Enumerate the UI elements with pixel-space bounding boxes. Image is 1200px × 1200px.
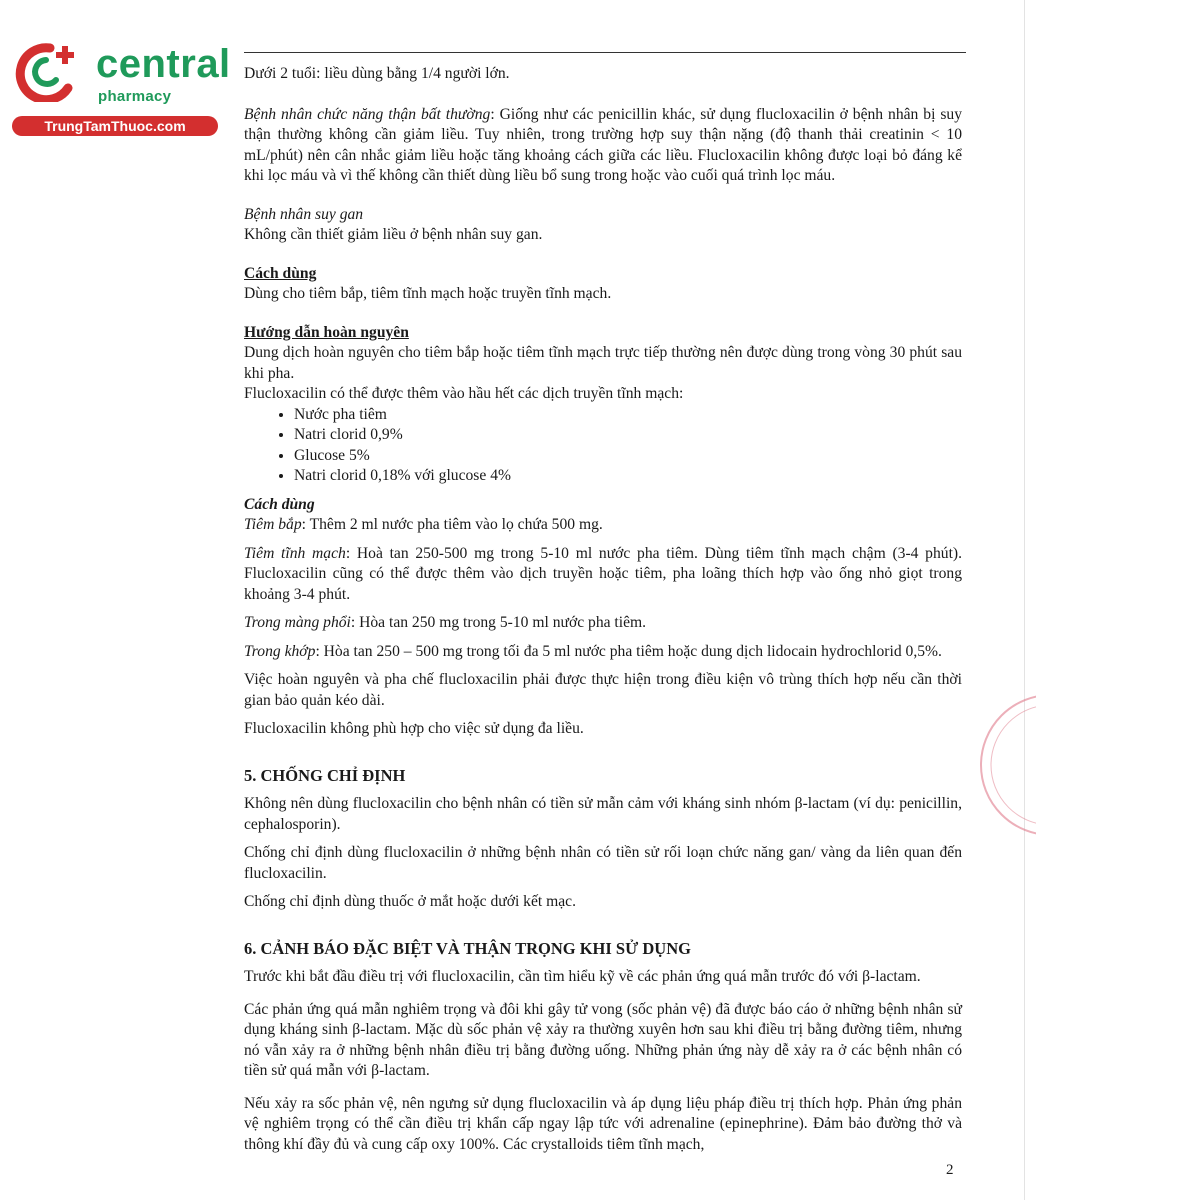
page-number: 2 bbox=[946, 1162, 954, 1178]
red-seal-stamp-icon bbox=[976, 690, 1036, 840]
renal-text: : Giống như các penicillin khác, sử dụng flucloxacilin ở bệnh nhân bị suy thận thường không cần giảm liều. Tuy nhiên, trong trường hợp suy thận nặng (độ thanh thải creatinin < 10 mL/phút) nên cân nhắc giảm liều hoặc tăng khoảng cách giữa các liều. Flucloxacilin không được loại bỏ đáng kể khi lọc máu và vì thế không cần thiết dùng liều bổ sung trong hoặc vào cuối quá trình lọc máu. bbox=[244, 105, 962, 184]
renal-label: Bệnh nhân chức năng thận bất thường bbox=[244, 105, 491, 123]
document-body bbox=[244, 64, 962, 1155]
pharmacy-cross-logo-icon bbox=[10, 40, 84, 102]
pleural-paragraph: Trong màng phổi: Hòa tan 250 mg trong 5-10 ml nước pha tiêm. bbox=[244, 614, 647, 631]
method-heading: Cách dùng bbox=[244, 495, 315, 513]
renal-paragraph bbox=[244, 105, 962, 187]
list-item: • Natri clorid 0,9% bbox=[294, 425, 962, 446]
iv-paragraph: Tiêm tĩnh mạch: Hoà tan 250-500 mg trong 5-10 ml nước pha tiêm. Dùng tiêm tĩnh mạch chậm (3-4 phút). Flucloxacilin cũng có thể được thêm vào dịch truyền hoặc tiêm, pha loãng thích hợp vào ống nhỏ giọt trong khoảng 3-4 phút. bbox=[244, 544, 962, 603]
hepatic-label: Bệnh nhân suy gan bbox=[244, 205, 364, 223]
section-5-p2: Chống chỉ định dùng flucloxacilin ở những bệnh nhân có tiền sử rối loạn chức năng gan/ vàng da liên quan đến flucloxacilin. bbox=[244, 844, 962, 882]
page-edge bbox=[1024, 0, 1025, 1200]
section-5-p1: Không nên dùng flucloxacilin cho bệnh nhân có tiền sử mẫn cảm với kháng sinh nhóm β-lactam (ví dụ: penicillin, cephalosporin). bbox=[244, 795, 962, 833]
usage-heading: Cách dùng bbox=[244, 264, 317, 282]
list-item: • Glucose 5% bbox=[294, 446, 962, 467]
list-item: • Natri clorid 0,18% với glucose 4% bbox=[294, 466, 962, 487]
hepatic-text: Không cần thiết giảm liều ở bệnh nhân suy gan. bbox=[244, 226, 543, 243]
im-paragraph: Tiêm bắp: Thêm 2 ml nước pha tiêm vào lọ chứa 500 mg. bbox=[244, 516, 603, 533]
logo-site-banner: TrungTamThuoc.com bbox=[12, 116, 218, 136]
aseptic-paragraph: Việc hoàn nguyên và pha chế flucloxacilin phải được thực hiện trong điều kiện vô trùng thích hợp nếu cần thời gian bảo quản kéo dài. bbox=[244, 671, 962, 709]
section-6-p1: Trước khi bắt đầu điều trị với flucloxacilin, cần tìm hiểu kỹ về các phản ứng quá mẫn trước đó với β-lactam. bbox=[244, 968, 921, 985]
reconstitution-heading: Hướng dẫn hoàn nguyên bbox=[244, 323, 409, 341]
section-6-p3: Nếu xảy ra sốc phản vệ, nên ngưng sử dụng flucloxacilin và áp dụng liệu pháp điều trị thích hợp. Phản ứng phản vệ nghiêm trọng có thể cần điều trị khẩn cấp ngay lập tức với adrenaline (epinephrine). Đảm bảo đường thở và thông khí đầy đủ và cung cấp oxy 100%. Các crystalloids tiêm tĩnh mạch, bbox=[244, 1094, 962, 1153]
infusion-fluid-list bbox=[244, 405, 962, 487]
section-6-heading: 6. CẢNH BÁO ĐẶC BIỆT VÀ THẬN TRỌNG KHI SỬ DỤNG bbox=[244, 938, 691, 958]
section-5-p3: Chống chỉ định dùng thuốc ở mắt hoặc dưới kết mạc. bbox=[244, 893, 576, 910]
section-5-heading: 5. CHỐNG CHỈ ĐỊNH bbox=[244, 765, 406, 785]
dose-under-2: Dưới 2 tuổi: liều dùng bằng 1/4 người lớn. bbox=[244, 65, 510, 82]
section-6-p2: Các phản ứng quá mẫn nghiêm trọng và đôi khi gây tử vong (sốc phản vệ) đã được báo cáo ở những bệnh nhân sử dụng kháng sinh β-lactam. Mặc dù sốc phản vệ xảy ra thường xuyên hơn sau khi điều trị bằng đường tiêm, nhưng nó vẫn xảy ra ở những bệnh nhân điều trị bằng đường uống. Những phản ứng này dễ xảy ra ở các bệnh nhân có tiền sử quá mẫn với β-lactam. bbox=[244, 1000, 962, 1079]
header-rule bbox=[244, 52, 966, 53]
multidose-paragraph: Flucloxacilin không phù hợp cho việc sử dụng đa liều. bbox=[244, 720, 584, 737]
logo-sub-text: pharmacy bbox=[98, 88, 172, 105]
logo-brand-text: central bbox=[96, 42, 231, 86]
central-pharmacy-logo bbox=[8, 36, 231, 136]
joint-paragraph: Trong khớp: Hòa tan 250 – 500 mg trong tối đa 5 ml nước pha tiêm hoặc dung dịch lidocain hydrochlorid 0,5%. bbox=[244, 642, 942, 660]
reconstitution-p1: Dung dịch hoàn nguyên cho tiêm bắp hoặc tiêm tĩnh mạch trực tiếp thường nên được dùng trong vòng 30 phút sau khi pha. bbox=[244, 344, 962, 382]
reconstitution-p2: Flucloxacilin có thể được thêm vào hầu hết các dịch truyền tĩnh mạch: bbox=[244, 385, 684, 402]
usage-text: Dùng cho tiêm bắp, tiêm tĩnh mạch hoặc truyền tĩnh mạch. bbox=[244, 285, 612, 302]
list-item: • Nước pha tiêm bbox=[294, 405, 962, 426]
